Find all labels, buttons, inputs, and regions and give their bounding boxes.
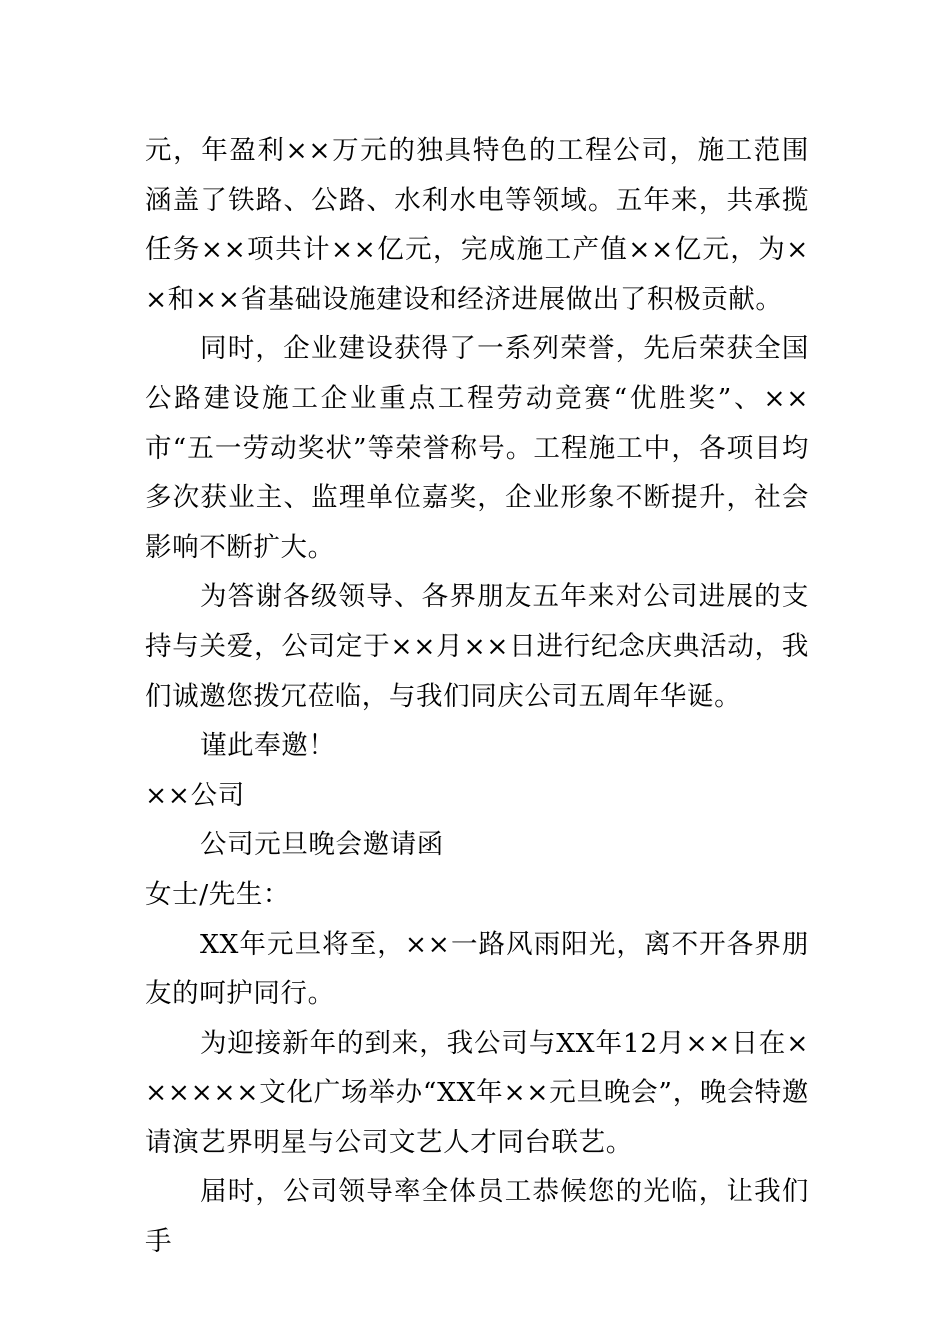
paragraph-gala-welcome: 届时，公司领导率全体员工恭候您的光临，让我们手 [145, 1176, 809, 1258]
paragraph-honors: 同时，企业建设获得了一系列荣誉，先后荣获全国公路建设施工企业重点工程劳动竞赛“优胜奖”、××市“五一劳动奖状”等荣誉称号。工程施工中，各项目均多次获业主、监理单位嘉奖，企业形象不断提升，社会影响不断扩大。 [145, 333, 809, 563]
paragraph-new-year-greeting: XX年元旦将至，××一路风雨阳光，离不开各界朋友的呵护同行。 [145, 928, 809, 1010]
salutation: 女士/先生： [145, 878, 291, 910]
paragraph-gala-details: 为迎接新年的到来，我公司与XX年12月××日在××××××文化广场举办“XX年××元旦晚会”，晚会特邀请演艺界明星与公司文艺人才同台联艺。 [145, 1027, 809, 1158]
paragraph-company-profile: 元，年盈利××万元的独具特色的工程公司，施工范围涵盖了铁路、公路、水利水电等领域。五年来，共承揽任务××项共计××亿元，完成施工产值××亿元，为××和××省基础设施建设和经济进展做出了积极贡献。 [145, 135, 809, 315]
paragraph-closing: 谨此奉邀！ [200, 730, 336, 762]
signature-company: ××公司 [145, 779, 245, 811]
document-body [145, 126, 809, 1267]
paragraph-invitation: 为答谢各级领导、各界朋友五年来对公司进展的支持与关爱，公司定于××月××日进行纪念庆典活动，我们诚邀您拨冗莅临，与我们同庆公司五周年华诞。 [145, 581, 809, 712]
section-title-new-year-invitation: 公司元旦晚会邀请函 [200, 829, 444, 861]
